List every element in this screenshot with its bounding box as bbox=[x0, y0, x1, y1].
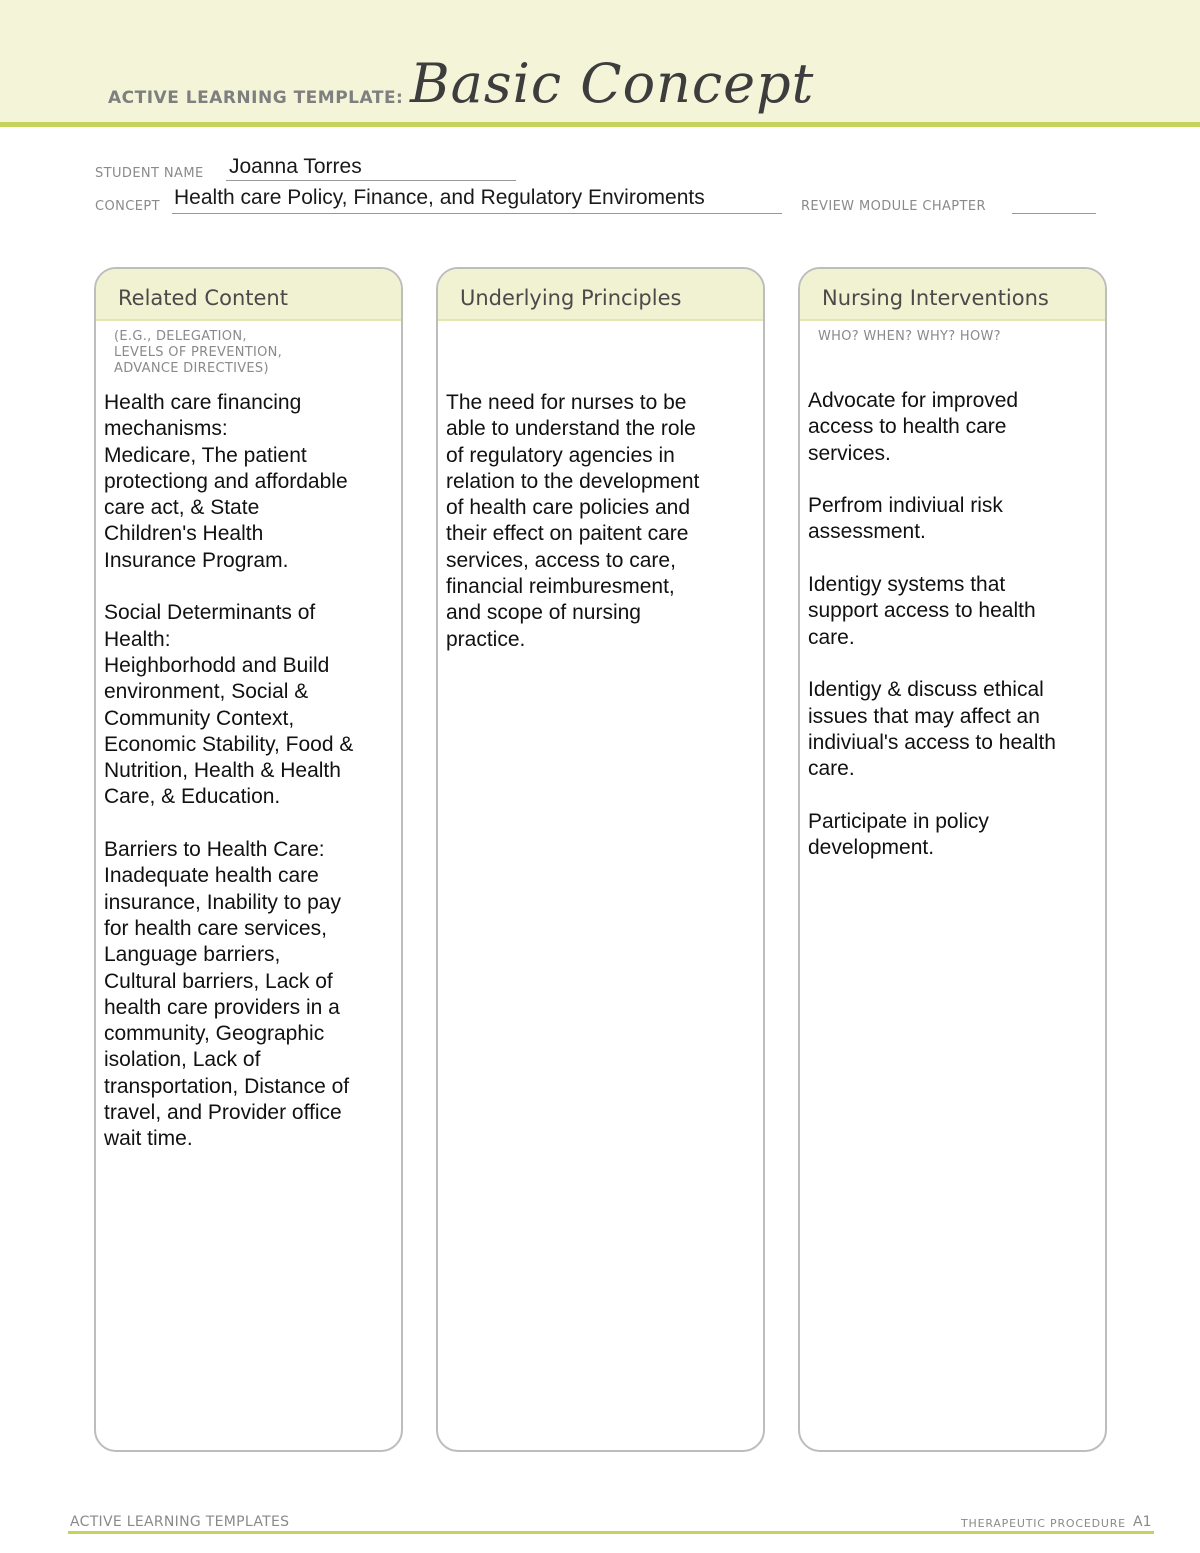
underlying-principles-heading: Underlying Principles bbox=[438, 269, 763, 321]
concept-label: CONCEPT bbox=[95, 199, 160, 214]
header-rule bbox=[0, 122, 1200, 127]
nursing-interventions-text[interactable]: Advocate for improved access to health care services. Perfrom indiviual risk assessment. Identigy systems that support access to health care. Identigy & discuss ethical issues that may affect an indiviual's access to health care. Participate in policy development. bbox=[808, 389, 1056, 860]
related-content-panel bbox=[94, 267, 403, 1452]
footer-right-label: THERAPEUTIC PROCEDURE bbox=[961, 1517, 1126, 1530]
review-module-label: REVIEW MODULE CHAPTER bbox=[801, 199, 986, 214]
underlying-principles-text[interactable]: The need for nurses to be able to understand the role of regulatory agencies in relation to the development of health care policies and their effect on paitent care services, access to care, financial reimburesment, and scope of nursing practice. bbox=[446, 391, 700, 651]
template-label: ACTIVE LEARNING TEMPLATE: bbox=[108, 88, 404, 108]
nursing-interventions-heading: Nursing Interventions bbox=[800, 269, 1105, 321]
nursing-interventions-panel bbox=[798, 267, 1107, 1452]
student-name-label: STUDENT NAME bbox=[95, 166, 204, 181]
concept-field[interactable]: Health care Policy, Finance, and Regulatory Enviroments bbox=[174, 186, 705, 209]
nursing-interventions-hint: WHO? WHEN? WHY? HOW? bbox=[818, 329, 1001, 344]
underlying-principles-panel bbox=[436, 267, 765, 1452]
template-title: Basic Concept bbox=[410, 52, 815, 115]
student-name-field[interactable]: Joanna Torres bbox=[229, 155, 362, 178]
footer-rule bbox=[68, 1531, 1154, 1534]
page-number: A1 bbox=[1133, 1514, 1152, 1530]
related-content-hint: (E.G., DELEGATION, LEVELS OF PREVENTION, ADVANCE DIRECTIVES) bbox=[114, 329, 283, 376]
footer-left-label: ACTIVE LEARNING TEMPLATES bbox=[70, 1514, 290, 1530]
related-content-heading: Related Content bbox=[96, 269, 401, 321]
related-content-text[interactable]: Health care financing mechanisms: Medicare, The patient protectiong and affordable care act, & State Children's Health Insurance Program. Social Determinants of Health: Heighborhodd and Build environment, Social & Community Context, Economic Stability, Food & Nutrition, Health & Health Care, & Education. Barriers to Health Care: Inadequate health care insurance, Inability to pay for health care services, Language barriers, Cultural barriers, Lack of health care providers in a community, Geographic isolation, Lack of transportation, Distance of travel, and Provider office wait time. bbox=[104, 391, 354, 1151]
review-module-line bbox=[1012, 196, 1096, 214]
